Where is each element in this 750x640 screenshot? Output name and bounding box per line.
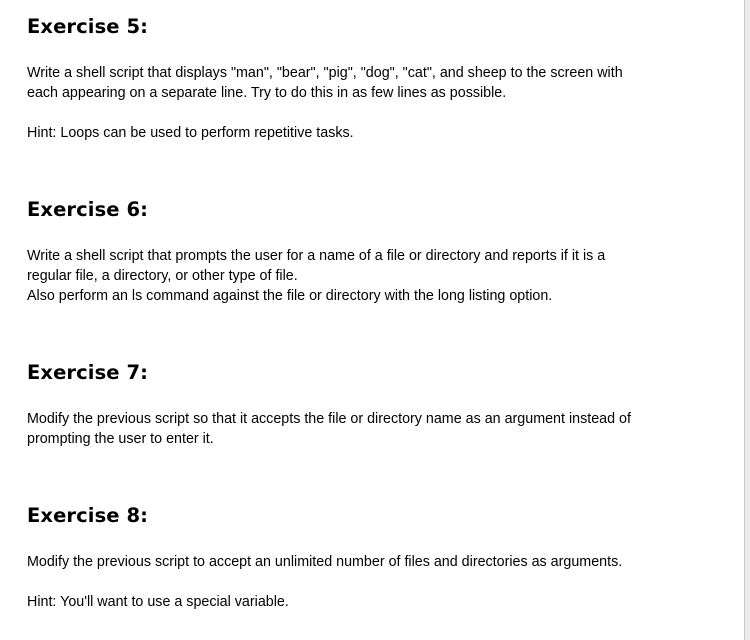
exercise-8-hint [27, 592, 667, 612]
exercise-6 [27, 198, 667, 306]
text-line: Hint: Loops can be used to perform repetitive tasks. [27, 125, 354, 141]
exercise-7 [27, 361, 667, 449]
exercise-5-description [27, 63, 667, 103]
exercise-8 [27, 504, 667, 612]
exercise-6-heading: Exercise 6: [27, 198, 149, 221]
exercise-8-heading: Exercise 8: [27, 504, 149, 527]
exercise-7-description [27, 409, 667, 449]
exercise-7-heading: Exercise 7: [27, 361, 149, 384]
page-shadow [745, 0, 750, 640]
text-line: Modify the previous script to accept an unlimited number of files and directories as arguments. [27, 554, 623, 570]
text-line: prompting the user to enter it. [27, 431, 214, 447]
exercise-6-description [27, 246, 667, 306]
text-line: regular file, a directory, or other type of file. [27, 268, 298, 284]
exercise-5-hint [27, 123, 667, 143]
text-line: Write a shell script that prompts the user for a name of a file or directory and reports if it is a [27, 248, 606, 264]
text-line: each appearing on a separate line. Try to do this in as few lines as possible. [27, 85, 507, 101]
text-line: Hint: You'll want to use a special variable. [27, 594, 289, 610]
text-line: Write a shell script that displays "man", "bear", "pig", "dog", "cat", and sheep to the screen with [27, 65, 623, 81]
exercise-8-description [27, 552, 667, 572]
exercise-5 [27, 15, 667, 143]
exercise-5-heading: Exercise 5: [27, 15, 149, 38]
text-line: Modify the previous script so that it accepts the file or directory name as an argument instead of [27, 411, 631, 427]
text-line: Also perform an ls command against the file or directory with the long listing option. [27, 288, 553, 304]
